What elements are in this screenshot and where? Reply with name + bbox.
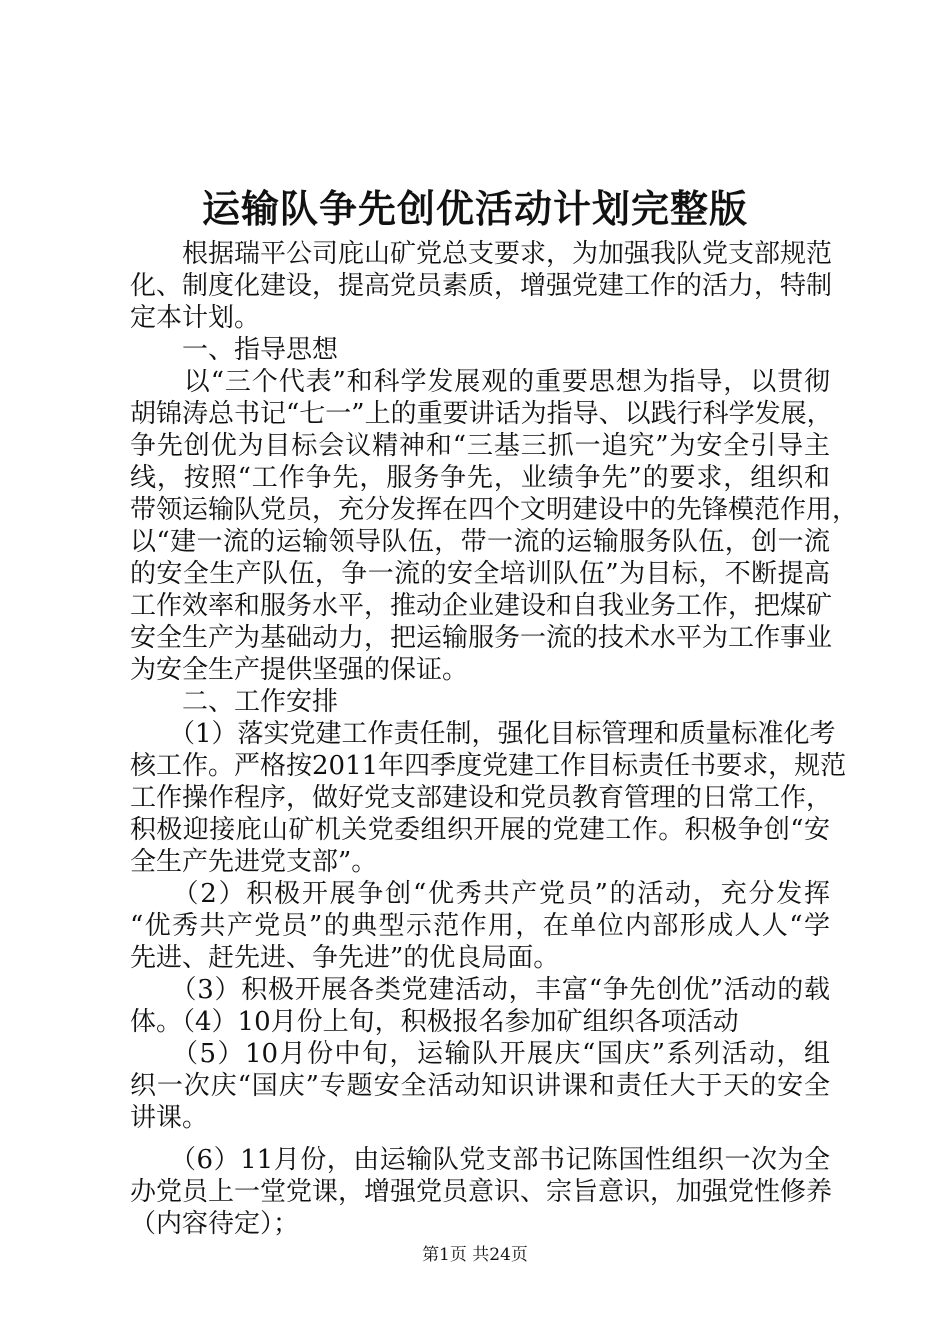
text-line: “优秀共产党员”的典型示范作用，在单位内部形成人人“学 (130, 911, 830, 941)
text-line: 线，按照“工作争先，服务争先，业绩争先”的要求，组织和 (130, 463, 830, 493)
text-line: （内容待定）； (130, 1209, 300, 1239)
text-line: （3）积极开展各类党建活动，丰富“争先创优”活动的载 (130, 975, 830, 1005)
page-footer: 第1页 共24页 (422, 1245, 528, 1265)
text-line: 体。（4）10月份上旬，积极报名参加矿组织各项活动 (130, 1007, 739, 1037)
text-line: 办党员上一堂党课，增强党员意识、宗旨意识，加强党性修养 (130, 1177, 833, 1207)
paragraph-gap (130, 1134, 830, 1144)
section-heading: 一、指导思想 (130, 335, 339, 365)
text-line: 以“三个代表”和科学发展观的重要思想为指导，以贯彻 (130, 367, 830, 397)
text-line: 安全生产为基础动力，把运输服务一流的技术水平为工作事业 (130, 623, 833, 653)
text-line: 为安全生产提供坚强的保证。 (130, 655, 469, 685)
section-heading: 二、工作安排 (130, 687, 339, 717)
text-line: 以“建一流的运输领导队伍，带一流的运输服务队伍，创一流 (130, 527, 830, 557)
text-line: （1）落实党建工作责任制，强化目标管理和质量标准化考 (130, 719, 836, 749)
text-line: 织一次庆“国庆”专题安全活动知识讲课和责任大于天的安全 (130, 1071, 830, 1101)
text-line: 根据瑞平公司庇山矿党总支要求，为加强我队党支部规范 (130, 239, 833, 269)
text-line: （5）10月份中旬，运输队开展庆“国庆”系列活动，组 (130, 1039, 830, 1069)
text-line: 的安全生产队伍，争一流的安全培训队伍”为目标，不断提高 (130, 559, 830, 589)
text-line: 工作操作程序，做好党支部建设和党员教育管理的日常工作， (130, 783, 833, 813)
text-line: 全生产先进党支部”。 (130, 847, 378, 877)
text-line: 工作效率和服务水平，推动企业建设和自我业务工作，把煤矿 (130, 591, 833, 621)
document-body (130, 238, 859, 1240)
text-line: 带领运输队党员，充分发挥在四个文明建设中的先锋模范作用， (130, 495, 859, 525)
document-title: 运输队争先创优活动计划完整版 (201, 186, 748, 231)
text-line: 定本计划。 (130, 303, 261, 333)
text-line: 讲课。 (130, 1103, 209, 1133)
text-line: 争先创优为目标会议精神和“三基三抓一追究”为安全引导主 (130, 431, 830, 461)
text-line: 化、制度化建设，提高党员素质，增强党建工作的活力，特制 (130, 271, 833, 301)
text-line: 积极迎接庇山矿机关党委组织开展的党建工作。积极争创“安 (130, 815, 830, 845)
text-line: 先进、赶先进、争先进”的优良局面。 (130, 943, 560, 973)
text-line: （6）11月份，由运输队党支部书记陈国性组织一次为全 (130, 1145, 830, 1175)
text-line: （2）积极开展争创“优秀共产党员”的活动，充分发挥 (130, 879, 830, 909)
text-line: 胡锦涛总书记“七一”上的重要讲话为指导、以践行科学发展， (130, 399, 833, 429)
text-line: 核工作。严格按2011年四季度党建工作目标责任书要求，规范 (130, 751, 847, 781)
